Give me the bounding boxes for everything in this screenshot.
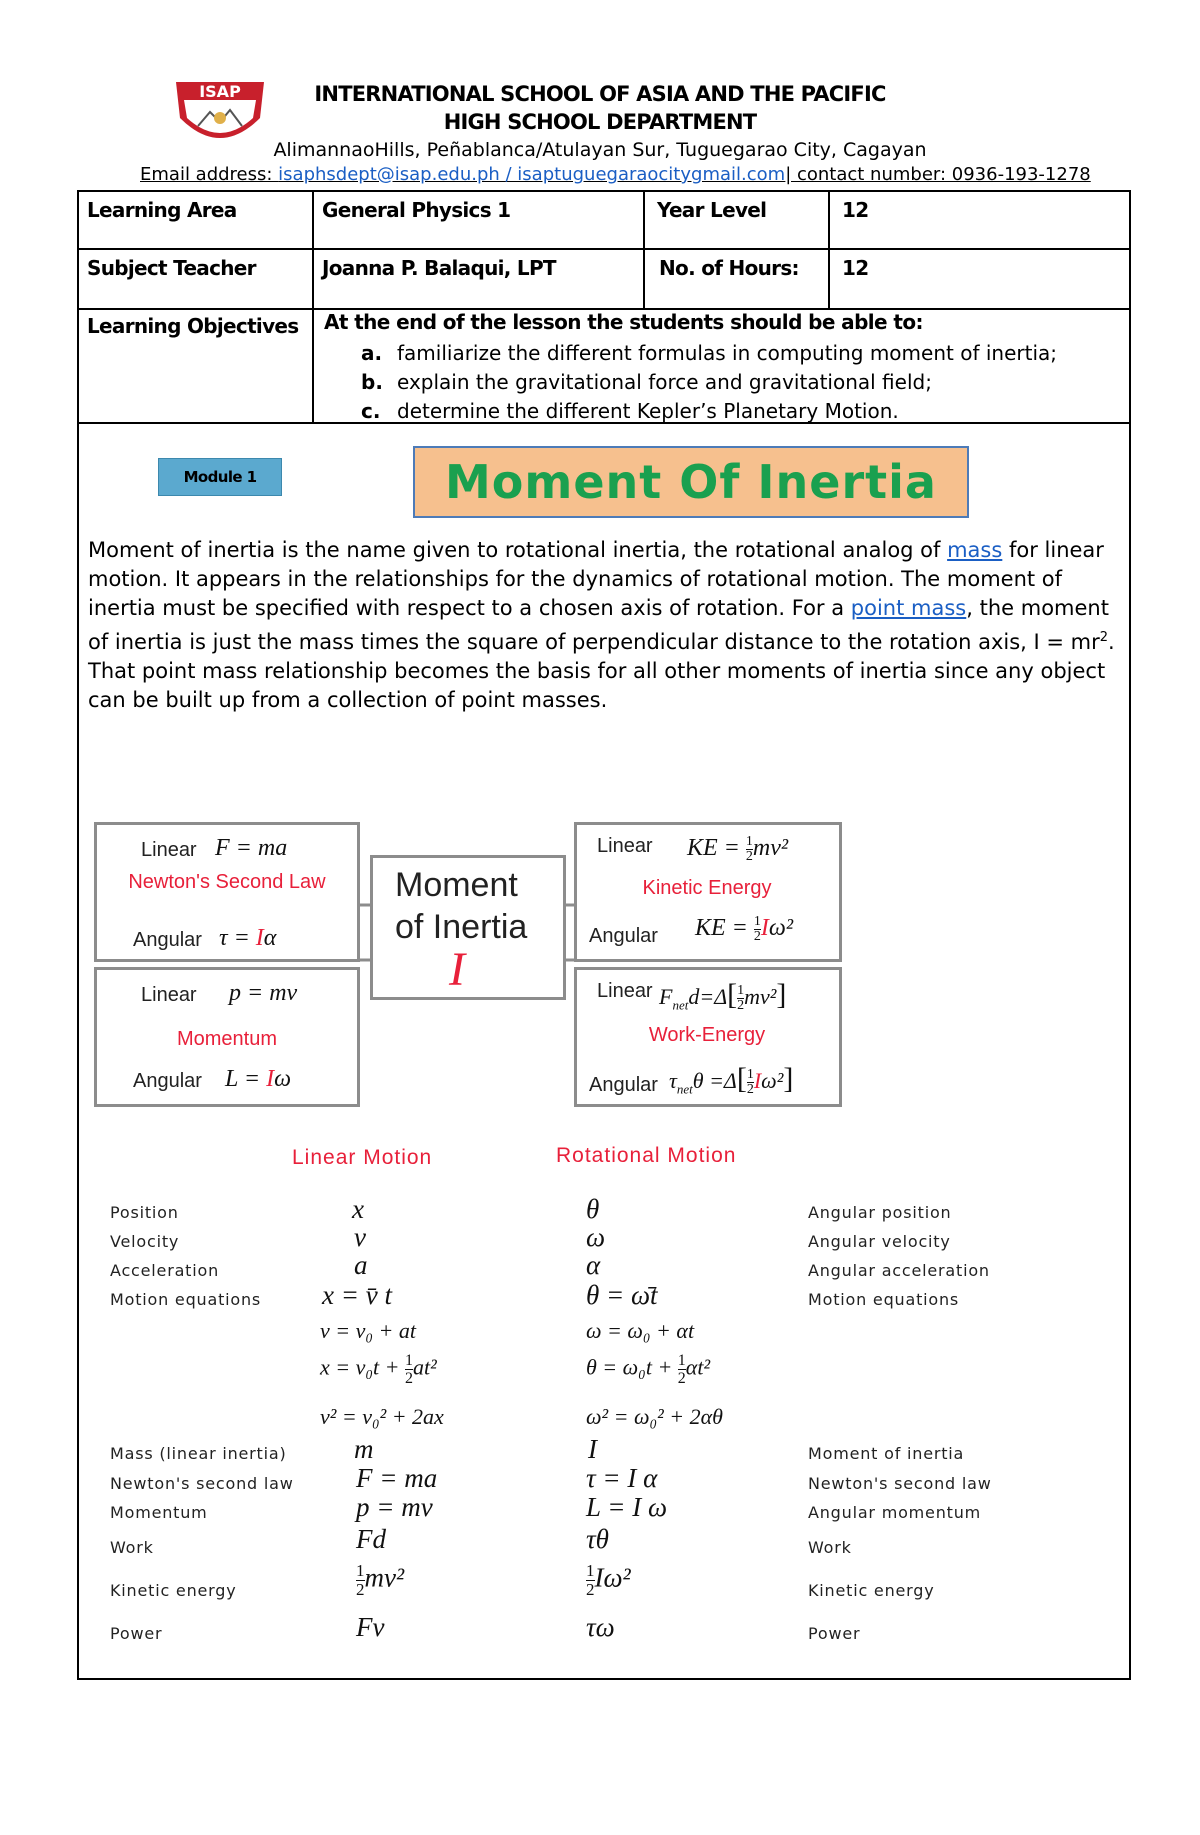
equation-x-vt: x = v̄ t [322, 1280, 392, 1310]
row-label-kinetic-energy-right: Kinetic energy [808, 1581, 935, 1600]
equation-tau-omega: τω [586, 1612, 615, 1642]
equation-omega-omega0-alphat: ω = ω₀ + αt [586, 1318, 695, 1343]
center-symbol: I [449, 943, 465, 996]
equation-v2-v02-2ax: v² = v₀² + 2ax [320, 1404, 444, 1429]
equation-half-mv2: $\frac{1}{2}$ mv² [356, 1561, 405, 1599]
momentum-title: Momentum [176, 1028, 278, 1050]
equation-fd: Fd [356, 1524, 386, 1554]
work-energy-box [574, 967, 842, 1107]
row-label-motion-equations: Motion equations [110, 1290, 262, 1309]
row-label-angular-acceleration: Angular acceleration [808, 1261, 990, 1280]
contact-line [140, 164, 1091, 185]
kinetic-linear-formula: KE = $\frac{1}{2}$ mv² [687, 834, 789, 864]
row-label-angular-position: Angular position [808, 1203, 952, 1222]
row-label-mass: Mass (linear inertia) [110, 1444, 287, 1463]
teacher-label: Subject Teacher [87, 256, 256, 280]
equation-tau-i-alpha: τ = I α [586, 1463, 658, 1493]
equation-omega2-omega02-2alphatheta: ω² = ω₀² + 2αθ [586, 1404, 723, 1429]
col-divider [643, 192, 645, 308]
linear-motion-title: Linear Motion [292, 1146, 433, 1169]
hours-label: No. of Hours: [659, 256, 799, 280]
equation-v-v0-at: v = v₀ + at [320, 1318, 416, 1343]
work-angular-formula: $\tau_{net}\theta =\Delta$[ $\frac{1}{2}$ Iω²] [669, 1062, 794, 1098]
row-divider [79, 248, 1129, 250]
equation-f-ma: F = ma [356, 1463, 438, 1493]
row-label-kinetic-energy: Kinetic energy [110, 1581, 237, 1600]
department-name: HIGH SCHOOL DEPARTMENT [443, 110, 757, 134]
row-label-acceleration: Acceleration [110, 1261, 220, 1280]
col-divider [312, 192, 314, 422]
momentum-angular-formula: L = Iω [225, 1066, 292, 1092]
objective-item [361, 368, 1057, 397]
email-links[interactable]: isaphsdept@isap.edu.ph / isaptuguegaraocitygmail.com [278, 164, 786, 185]
kinetic-angular-formula: KE = $\frac{1}{2}$ Iω² [695, 914, 794, 944]
row-label-work: Work [110, 1538, 154, 1557]
objective-text: familiarize the different formulas in computing moment of inertia; [397, 341, 1057, 365]
objective-text: explain the gravitational force and gravitational field; [397, 370, 932, 394]
row-label-newtons-law-right: Newton's second law [808, 1474, 992, 1493]
para-text: , the moment of inertia is just the mass times the square of perpendicular distance to the rotation axis, I = mr [88, 596, 1109, 654]
row-label-power: Power [110, 1624, 163, 1643]
row-label-position: Position [110, 1203, 179, 1222]
objectives-label: Learning Objectives [87, 314, 299, 338]
learning-area-value: General Physics 1 [322, 198, 511, 222]
intro-paragraph [88, 536, 1118, 715]
objective-text: determine the different Kepler’s Planetary Motion. [397, 399, 899, 423]
teacher-value: Joanna P. Balaqui, LPT [322, 256, 556, 280]
learning-area-label: Learning Area [87, 198, 237, 222]
kinetic-energy-box [574, 822, 842, 962]
row-label-work-right: Work [808, 1538, 852, 1557]
row-label-moment-of-inertia: Moment of inertia [808, 1444, 965, 1463]
center-line-2: of Inertia [395, 908, 528, 946]
angular-label: Angular [133, 929, 202, 951]
equation-theta-omega0t-half-alphat2: θ = ω₀t + $\frac{1}{2}$ αt² [586, 1352, 711, 1387]
row-label-power-right: Power [808, 1624, 861, 1643]
work-title: Work-Energy [648, 1024, 766, 1046]
kinetic-title: Kinetic Energy [642, 877, 772, 899]
module-title: Moment Of Inertia [413, 446, 969, 518]
angular-label: Angular [589, 1074, 658, 1096]
para-text: for linear motion. It appears in the relationships for the dynamics of rotational motion. The moment of inertia must be specified with respect to a chosen axis of rotation. For a [88, 538, 1104, 620]
work-linear-formula: $F_{net}d=\Delta$[ $\frac{1}{2}$ mv²] [659, 978, 787, 1014]
symbol-I: I [588, 1434, 597, 1464]
year-level-value: 12 [842, 198, 869, 222]
objective-marker: a. [361, 341, 383, 365]
objectives-list [361, 339, 1057, 426]
objective-item [361, 339, 1057, 368]
objective-item [361, 397, 1057, 426]
symbol-x: x [352, 1194, 364, 1224]
objective-marker: b. [361, 370, 383, 394]
row-label-motion-equations-right: Motion equations [808, 1290, 960, 1309]
center-line-1: Moment [395, 866, 518, 904]
logo-text: ISAP [199, 82, 241, 101]
equation-theta-omegat: θ = ω̄t [586, 1280, 658, 1310]
school-name: INTERNATIONAL SCHOOL OF ASIA AND THE PACIFIC [314, 82, 886, 106]
equation-p-mv: p = mv [356, 1492, 433, 1522]
moment-of-inertia-box [370, 855, 566, 1000]
linear-label: Linear [141, 984, 197, 1006]
symbol-m: m [354, 1434, 374, 1464]
momentum-box [94, 967, 360, 1107]
module-badge: Module 1 [158, 458, 282, 496]
momentum-linear-formula: p = mv [229, 980, 298, 1006]
symbol-theta: θ [586, 1194, 600, 1224]
symbol-v: v [354, 1222, 366, 1252]
point-mass-link[interactable]: point mass [850, 596, 967, 620]
linear-label: Linear [597, 835, 653, 857]
hours-value: 12 [842, 256, 869, 280]
objectives-intro: At the end of the lesson the students should be able to: [324, 310, 923, 334]
linear-label: Linear [141, 839, 197, 861]
row-label-angular-velocity: Angular velocity [808, 1232, 951, 1251]
rotational-motion-title: Rotational Motion [556, 1144, 737, 1167]
symbol-a: a [354, 1250, 368, 1280]
linear-label: Linear [597, 980, 653, 1002]
equation-x-v0t-half-at2: x = v₀t + $\frac{1}{2}$ at² [320, 1352, 437, 1387]
email-label: Email address: [140, 164, 279, 185]
row-label-velocity: Velocity [110, 1232, 180, 1251]
superscript-2: 2 [1099, 630, 1109, 645]
newton-angular-formula: τ = Iα [219, 925, 277, 951]
para-text: Moment of inertia is the name given to rotational inertia, the rotational analog of [88, 538, 948, 562]
row-label-momentum: Momentum [110, 1503, 208, 1522]
angular-label: Angular [589, 925, 658, 947]
equation-half-i-omega2: $\frac{1}{2}$ Iω² [586, 1561, 631, 1599]
equation-l-i-omega: L = I ω [586, 1492, 668, 1522]
equation-tau-theta: τθ [586, 1524, 609, 1554]
angular-label: Angular [133, 1070, 202, 1092]
mass-link[interactable]: mass [947, 538, 1003, 562]
col-divider [828, 192, 830, 308]
equation-fv: Fv [356, 1612, 385, 1642]
symbol-alpha: α [586, 1250, 601, 1280]
newton-title: Newton's Second Law [128, 871, 326, 893]
row-label-angular-momentum: Angular momentum [808, 1503, 982, 1522]
newton-linear-formula: F = ma [215, 835, 288, 861]
row-label-newtons-law: Newton's second law [110, 1474, 294, 1493]
newton-box [94, 822, 360, 962]
school-address: AlimannaoHills, Peñablanca/Atulayan Sur, Tuguegarao City, Cagayan [273, 139, 927, 161]
para-text: . That point mass relationship becomes the basis for all other moments of inertia since any object can be built up from a collection of point masses. [88, 630, 1115, 712]
symbol-omega: ω [586, 1222, 606, 1252]
objective-marker: c. [361, 399, 381, 423]
year-level-label: Year Level [657, 198, 767, 222]
contact-number: | contact number: 0936-193-1278 [785, 164, 1091, 185]
